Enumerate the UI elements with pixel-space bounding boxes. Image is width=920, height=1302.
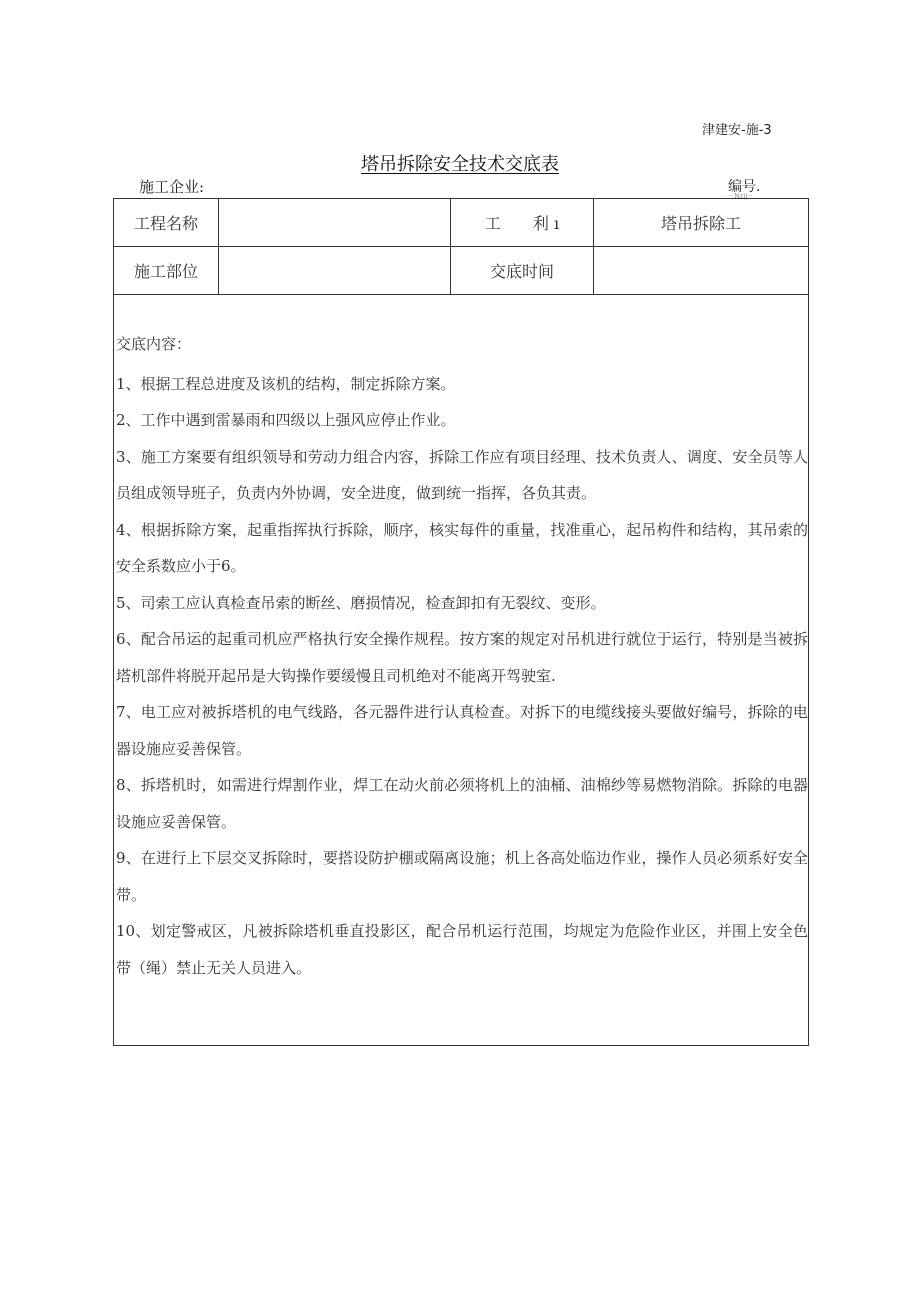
briefing-table	[113, 198, 809, 1046]
content-item-2: 2、工作中遇到雷暴雨和四级以上强风应停止作业。	[116, 411, 456, 429]
table-row	[114, 199, 809, 247]
content-item-1: 1、根据工程总进度及该机的结构，制定拆除方案。	[116, 374, 456, 393]
table-row	[114, 247, 809, 295]
company-label: 施工企业:	[139, 178, 205, 196]
briefing-content-cell	[114, 295, 809, 1046]
content-item-9: 9、在进行上下层交叉拆除时，要搭设防护棚或隔离设施；机上各高处临边作业，操作人员必须系好安全带。	[116, 849, 808, 904]
briefing-time-label: 交底时间	[451, 247, 594, 295]
briefing-time-value[interactable]	[594, 247, 809, 295]
site-value[interactable]	[219, 247, 451, 295]
table-row	[114, 295, 809, 1046]
work-type-value[interactable]: 塔吊拆除工	[594, 199, 809, 247]
content-item-4: 4、根据拆除方案，起重指挥执行拆除，顺序，核实每件的重量，找准重心，起吊构件和结构，其吊索的安全系数应小于6。	[116, 520, 808, 575]
content-item-6: 6、配合吊运的起重司机应严格执行安全操作规程。按方案的规定对吊机进行就位于运行，特别是当被拆塔机部件将脱开起吊是大钩操作要缓慢且司机绝对不能离开驾驶室.	[116, 630, 808, 685]
project-name-label: 工程名称	[114, 199, 219, 247]
serial-number-label: 编号.	[728, 179, 761, 195]
content-item-8: 8、拆塔机时，如需进行焊割作业，焊工在动火前必须将机上的油桶、油棉纱等易燃物消除。拆除的电器设施应妥善保管。	[116, 776, 808, 831]
content-item-5: 5、司索工应认真检查吊索的断丝、磨损情况，检查卸扣有无裂纹、变形。	[116, 593, 606, 612]
document-code: 津建安-施-3	[702, 123, 772, 138]
site-label: 施工部位	[114, 247, 219, 295]
serial-number-mark: ···Nrij··	[727, 193, 753, 200]
work-type-label: 工 利 ı	[451, 199, 594, 247]
content-item-3: 3、施工方案要有组织领导和劳动力组合内容，拆除工作应有项目经理、技术负责人、调度、安全员等人员组成领导班子，负责内外协调，安全进度，做到统一指挥，各负其责。	[116, 447, 808, 502]
project-name-value[interactable]	[219, 199, 451, 247]
content-item-10: 10、划定警戒区，凡被拆除塔机垂直投影区，配合吊机运行范围，均规定为危险作业区，并围上安全色带（绳）禁止无关人员进入。	[116, 922, 808, 977]
content-intro: 交底内容：	[116, 335, 192, 353]
page-title-text: 塔吊拆除安全技术交底表	[361, 154, 559, 175]
content-item-7: 7、电工应对被拆塔机的电气线路，各元器件进行认真检查。对拆下的电缆线接头要做好编号，拆除的电器设施应妥善保管。	[116, 703, 808, 758]
briefing-content	[114, 295, 808, 986]
page-title	[0, 150, 920, 176]
